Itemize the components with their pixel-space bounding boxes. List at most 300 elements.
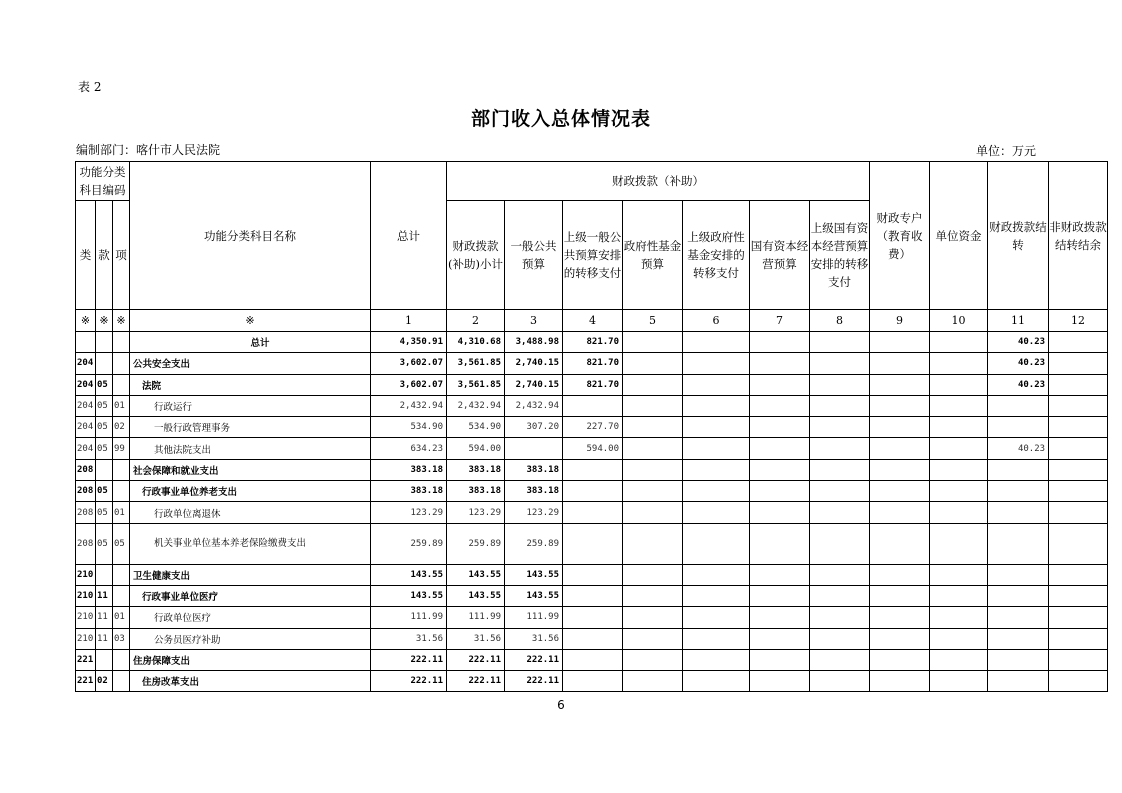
state-capital-cell bbox=[750, 353, 810, 374]
item-name-cell: 行政单位医疗 bbox=[130, 607, 371, 628]
column-index-cell: ※ bbox=[96, 310, 113, 332]
fiscal-subtotal-cell: 2,432.94 bbox=[447, 395, 505, 416]
column-index-cell: 6 bbox=[683, 310, 750, 332]
item-code-cell bbox=[113, 481, 130, 502]
general-budget-cell: 31.56 bbox=[505, 628, 563, 649]
fiscal-subtotal-cell: 111.99 bbox=[447, 607, 505, 628]
general-budget-cell: 2,740.15 bbox=[505, 353, 563, 374]
state-capital-cell bbox=[750, 459, 810, 480]
state-capital-transfer-cell bbox=[810, 332, 870, 353]
total-cell: 634.23 bbox=[371, 438, 447, 459]
item-name-cell: 公务员医疗补助 bbox=[130, 628, 371, 649]
item-name-cell: 行政运行 bbox=[130, 395, 371, 416]
table-row bbox=[76, 481, 1108, 502]
total-cell: 534.90 bbox=[371, 417, 447, 438]
transfer-payment-cell: 821.70 bbox=[563, 332, 623, 353]
fiscal-subtotal-cell: 123.29 bbox=[447, 502, 505, 523]
total-cell: 111.99 bbox=[371, 607, 447, 628]
class-code-cell: 208 bbox=[76, 523, 96, 564]
class-code-cell: 208 bbox=[76, 502, 96, 523]
header-lei: 类 bbox=[76, 201, 96, 310]
total-cell: 3,602.07 bbox=[371, 374, 447, 395]
total-cell: 383.18 bbox=[371, 481, 447, 502]
unit-funds-cell bbox=[930, 671, 988, 692]
unit-funds-cell bbox=[930, 502, 988, 523]
fiscal-carryover-cell bbox=[988, 628, 1049, 649]
nonfiscal-carryover-cell bbox=[1049, 628, 1108, 649]
table-row bbox=[76, 607, 1108, 628]
state-capital-transfer-cell bbox=[810, 395, 870, 416]
fiscal-carryover-cell bbox=[988, 417, 1049, 438]
class-code-cell: 204 bbox=[76, 438, 96, 459]
state-capital-transfer-cell bbox=[810, 353, 870, 374]
special-account-cell bbox=[870, 332, 930, 353]
general-budget-cell: 259.89 bbox=[505, 523, 563, 564]
fiscal-subtotal-cell: 143.55 bbox=[447, 564, 505, 585]
state-capital-cell bbox=[750, 523, 810, 564]
gov-fund-cell bbox=[623, 607, 683, 628]
transfer-payment-cell bbox=[563, 502, 623, 523]
general-budget-cell: 222.11 bbox=[505, 671, 563, 692]
state-capital-transfer-cell bbox=[810, 607, 870, 628]
item-name-cell: 其他法院支出 bbox=[130, 438, 371, 459]
table-row bbox=[76, 523, 1108, 564]
unit-funds-cell bbox=[930, 607, 988, 628]
nonfiscal-carryover-cell bbox=[1049, 395, 1108, 416]
transfer-payment-cell bbox=[563, 671, 623, 692]
special-account-cell bbox=[870, 395, 930, 416]
gov-fund-cell bbox=[623, 649, 683, 670]
item-code-cell: 01 bbox=[113, 502, 130, 523]
item-name-cell: 社会保障和就业支出 bbox=[130, 459, 371, 480]
page-number: 6 bbox=[557, 698, 565, 712]
section-code-cell: 11 bbox=[96, 607, 113, 628]
fiscal-carryover-cell: 40.23 bbox=[988, 374, 1049, 395]
state-capital-cell bbox=[750, 585, 810, 606]
table-row bbox=[76, 564, 1108, 585]
total-cell: 222.11 bbox=[371, 649, 447, 670]
special-account-cell bbox=[870, 417, 930, 438]
fiscal-carryover-cell: 40.23 bbox=[988, 438, 1049, 459]
table-row bbox=[76, 438, 1108, 459]
unit-funds-cell bbox=[930, 332, 988, 353]
fiscal-carryover-cell bbox=[988, 607, 1049, 628]
state-capital-transfer-cell bbox=[810, 438, 870, 459]
state-capital-transfer-cell bbox=[810, 481, 870, 502]
general-budget-cell: 2,740.15 bbox=[505, 374, 563, 395]
section-code-cell bbox=[96, 649, 113, 670]
gov-fund-cell bbox=[623, 395, 683, 416]
gov-fund-transfer-cell bbox=[683, 649, 750, 670]
header-code-group: 功能分类科目编码 bbox=[76, 162, 130, 201]
state-capital-cell bbox=[750, 417, 810, 438]
fiscal-carryover-cell bbox=[988, 523, 1049, 564]
state-capital-transfer-cell bbox=[810, 649, 870, 670]
gov-fund-transfer-cell bbox=[683, 353, 750, 374]
fiscal-subtotal-cell: 259.89 bbox=[447, 523, 505, 564]
fiscal-subtotal-cell: 383.18 bbox=[447, 459, 505, 480]
item-name-cell: 公共安全支出 bbox=[130, 353, 371, 374]
state-capital-cell bbox=[750, 438, 810, 459]
transfer-payment-cell: 821.70 bbox=[563, 353, 623, 374]
unit-funds-cell bbox=[930, 649, 988, 670]
fiscal-carryover-cell: 40.23 bbox=[988, 332, 1049, 353]
section-code-cell: 05 bbox=[96, 438, 113, 459]
table-row bbox=[76, 417, 1108, 438]
general-budget-cell: 2,432.94 bbox=[505, 395, 563, 416]
gov-fund-cell bbox=[623, 332, 683, 353]
nonfiscal-carryover-cell bbox=[1049, 332, 1108, 353]
header-nonfiscal-carryover: 非财政拨款结转结余 bbox=[1049, 162, 1108, 310]
section-code-cell bbox=[96, 332, 113, 353]
nonfiscal-carryover-cell bbox=[1049, 502, 1108, 523]
general-budget-cell: 143.55 bbox=[505, 564, 563, 585]
section-code-cell: 05 bbox=[96, 502, 113, 523]
total-cell: 259.89 bbox=[371, 523, 447, 564]
nonfiscal-carryover-cell bbox=[1049, 607, 1108, 628]
table-row bbox=[76, 353, 1108, 374]
state-capital-transfer-cell bbox=[810, 502, 870, 523]
general-budget-cell: 222.11 bbox=[505, 649, 563, 670]
table-number-label: 表 2 bbox=[78, 80, 102, 94]
column-index-cell: 11 bbox=[988, 310, 1049, 332]
item-name-cell: 机关事业单位基本养老保险缴费支出 bbox=[130, 523, 371, 564]
class-code-cell: 210 bbox=[76, 628, 96, 649]
fiscal-subtotal-cell: 143.55 bbox=[447, 585, 505, 606]
header-special-account: 财政专户（教育收费） bbox=[870, 162, 930, 310]
unit-funds-cell bbox=[930, 628, 988, 649]
state-capital-transfer-cell bbox=[810, 628, 870, 649]
section-code-cell: 05 bbox=[96, 523, 113, 564]
table-row bbox=[76, 395, 1108, 416]
gov-fund-transfer-cell bbox=[683, 628, 750, 649]
item-code-cell bbox=[113, 564, 130, 585]
column-index-cell: 7 bbox=[750, 310, 810, 332]
item-code-cell: 01 bbox=[113, 607, 130, 628]
transfer-payment-cell bbox=[563, 628, 623, 649]
general-budget-cell: 383.18 bbox=[505, 459, 563, 480]
total-cell: 3,602.07 bbox=[371, 353, 447, 374]
general-budget-cell: 383.18 bbox=[505, 481, 563, 502]
gov-fund-transfer-cell bbox=[683, 607, 750, 628]
state-capital-cell bbox=[750, 564, 810, 585]
table-row bbox=[76, 459, 1108, 480]
column-index-cell: 4 bbox=[563, 310, 623, 332]
item-code-cell: 02 bbox=[113, 417, 130, 438]
gov-fund-transfer-cell bbox=[683, 438, 750, 459]
column-index-row bbox=[76, 310, 1108, 332]
state-capital-cell bbox=[750, 607, 810, 628]
total-cell: 143.55 bbox=[371, 585, 447, 606]
gov-fund-transfer-cell bbox=[683, 502, 750, 523]
column-index-cell: 5 bbox=[623, 310, 683, 332]
gov-fund-cell bbox=[623, 502, 683, 523]
table-row bbox=[76, 628, 1108, 649]
total-cell: 4,350.91 bbox=[371, 332, 447, 353]
column-index-cell: 1 bbox=[371, 310, 447, 332]
general-budget-cell: 111.99 bbox=[505, 607, 563, 628]
nonfiscal-carryover-cell bbox=[1049, 564, 1108, 585]
table-row bbox=[76, 649, 1108, 670]
item-code-cell: 01 bbox=[113, 395, 130, 416]
class-code-cell: 204 bbox=[76, 374, 96, 395]
table-row bbox=[76, 671, 1108, 692]
fiscal-carryover-cell bbox=[988, 585, 1049, 606]
item-code-cell bbox=[113, 353, 130, 374]
gov-fund-transfer-cell bbox=[683, 417, 750, 438]
unit-funds-cell bbox=[930, 564, 988, 585]
class-code-cell: 204 bbox=[76, 395, 96, 416]
transfer-payment-cell bbox=[563, 607, 623, 628]
fiscal-carryover-cell bbox=[988, 481, 1049, 502]
income-summary-table bbox=[75, 161, 1108, 692]
column-index-cell: 10 bbox=[930, 310, 988, 332]
state-capital-cell bbox=[750, 649, 810, 670]
unit-funds-cell bbox=[930, 585, 988, 606]
general-budget-cell: 307.20 bbox=[505, 417, 563, 438]
item-name-cell: 一般行政管理事务 bbox=[130, 417, 371, 438]
section-code-cell bbox=[96, 564, 113, 585]
state-capital-transfer-cell bbox=[810, 564, 870, 585]
state-capital-transfer-cell bbox=[810, 374, 870, 395]
table-row bbox=[76, 332, 1108, 353]
section-code-cell: 05 bbox=[96, 417, 113, 438]
general-budget-cell: 123.29 bbox=[505, 502, 563, 523]
unit-funds-cell bbox=[930, 438, 988, 459]
fiscal-carryover-cell bbox=[988, 564, 1049, 585]
gov-fund-cell bbox=[623, 417, 683, 438]
total-cell: 31.56 bbox=[371, 628, 447, 649]
state-capital-transfer-cell bbox=[810, 671, 870, 692]
section-code-cell: 11 bbox=[96, 585, 113, 606]
special-account-cell bbox=[870, 585, 930, 606]
special-account-cell bbox=[870, 649, 930, 670]
fiscal-subtotal-cell: 31.56 bbox=[447, 628, 505, 649]
state-capital-cell bbox=[750, 502, 810, 523]
gov-fund-transfer-cell bbox=[683, 374, 750, 395]
fiscal-subtotal-cell: 4,310.68 bbox=[447, 332, 505, 353]
transfer-payment-cell bbox=[563, 564, 623, 585]
section-code-cell: 02 bbox=[96, 671, 113, 692]
header-col-4: 政府性基金预算 bbox=[623, 201, 683, 310]
special-account-cell bbox=[870, 438, 930, 459]
transfer-payment-cell: 594.00 bbox=[563, 438, 623, 459]
total-cell: 2,432.94 bbox=[371, 395, 447, 416]
item-code-cell bbox=[113, 459, 130, 480]
unit-funds-cell bbox=[930, 417, 988, 438]
transfer-payment-cell bbox=[563, 395, 623, 416]
special-account-cell bbox=[870, 353, 930, 374]
gov-fund-cell bbox=[623, 628, 683, 649]
class-code-cell: 221 bbox=[76, 671, 96, 692]
department-label: 编制部门：喀什市人民法院 bbox=[76, 143, 221, 157]
column-index-cell: 3 bbox=[505, 310, 563, 332]
special-account-cell bbox=[870, 523, 930, 564]
table-row bbox=[76, 585, 1108, 606]
header-col-7: 上级国有资本经营预算安排的转移支付 bbox=[810, 201, 870, 310]
gov-fund-transfer-cell bbox=[683, 523, 750, 564]
fiscal-subtotal-cell: 534.90 bbox=[447, 417, 505, 438]
item-code-cell bbox=[113, 649, 130, 670]
gov-fund-cell bbox=[623, 481, 683, 502]
item-name-cell: 住房保障支出 bbox=[130, 649, 371, 670]
transfer-payment-cell: 821.70 bbox=[563, 374, 623, 395]
section-code-cell bbox=[96, 353, 113, 374]
total-cell: 123.29 bbox=[371, 502, 447, 523]
special-account-cell bbox=[870, 459, 930, 480]
gov-fund-transfer-cell bbox=[683, 459, 750, 480]
item-code-cell bbox=[113, 585, 130, 606]
special-account-cell bbox=[870, 607, 930, 628]
special-account-cell bbox=[870, 564, 930, 585]
column-index-cell: 8 bbox=[810, 310, 870, 332]
document-title: 部门收入总体情况表 bbox=[470, 108, 651, 130]
header-col-5: 上级政府性基金安排的转移支付 bbox=[683, 201, 750, 310]
gov-fund-transfer-cell bbox=[683, 481, 750, 502]
fiscal-subtotal-cell: 3,561.85 bbox=[447, 374, 505, 395]
class-code-cell: 204 bbox=[76, 353, 96, 374]
table-row bbox=[76, 502, 1108, 523]
nonfiscal-carryover-cell bbox=[1049, 585, 1108, 606]
state-capital-cell bbox=[750, 395, 810, 416]
state-capital-transfer-cell bbox=[810, 523, 870, 564]
nonfiscal-carryover-cell bbox=[1049, 649, 1108, 670]
header-total: 总计 bbox=[371, 162, 447, 310]
special-account-cell bbox=[870, 374, 930, 395]
item-code-cell bbox=[113, 671, 130, 692]
state-capital-cell bbox=[750, 481, 810, 502]
transfer-payment-cell bbox=[563, 481, 623, 502]
column-index-cell: 12 bbox=[1049, 310, 1108, 332]
gov-fund-cell bbox=[623, 459, 683, 480]
fiscal-carryover-cell bbox=[988, 502, 1049, 523]
fiscal-subtotal-cell: 383.18 bbox=[447, 481, 505, 502]
gov-fund-cell bbox=[623, 671, 683, 692]
unit-funds-cell bbox=[930, 459, 988, 480]
column-index-cell: 9 bbox=[870, 310, 930, 332]
fiscal-carryover-cell: 40.23 bbox=[988, 353, 1049, 374]
gov-fund-transfer-cell bbox=[683, 671, 750, 692]
nonfiscal-carryover-cell bbox=[1049, 459, 1108, 480]
unit-funds-cell bbox=[930, 481, 988, 502]
nonfiscal-carryover-cell bbox=[1049, 523, 1108, 564]
class-code-cell: 208 bbox=[76, 481, 96, 502]
header-col-6: 国有资本经营预算 bbox=[750, 201, 810, 310]
gov-fund-cell bbox=[623, 523, 683, 564]
item-name-cell: 行政事业单位养老支出 bbox=[130, 481, 371, 502]
special-account-cell bbox=[870, 671, 930, 692]
fiscal-carryover-cell bbox=[988, 395, 1049, 416]
unit-funds-cell bbox=[930, 374, 988, 395]
class-code-cell: 210 bbox=[76, 585, 96, 606]
special-account-cell bbox=[870, 481, 930, 502]
gov-fund-cell bbox=[623, 353, 683, 374]
fiscal-subtotal-cell: 3,561.85 bbox=[447, 353, 505, 374]
state-capital-transfer-cell bbox=[810, 459, 870, 480]
gov-fund-transfer-cell bbox=[683, 585, 750, 606]
nonfiscal-carryover-cell bbox=[1049, 438, 1108, 459]
header-kuan: 款 bbox=[96, 201, 113, 310]
class-code-cell: 210 bbox=[76, 564, 96, 585]
unit-funds-cell bbox=[930, 353, 988, 374]
item-name-cell: 法院 bbox=[130, 374, 371, 395]
state-capital-cell bbox=[750, 332, 810, 353]
table-row bbox=[76, 374, 1108, 395]
fiscal-carryover-cell bbox=[988, 649, 1049, 670]
header-col-1: 财政拨款(补助)小计 bbox=[447, 201, 505, 310]
class-code-cell: 204 bbox=[76, 417, 96, 438]
transfer-payment-cell: 227.70 bbox=[563, 417, 623, 438]
section-code-cell bbox=[96, 459, 113, 480]
general-budget-cell: 143.55 bbox=[505, 585, 563, 606]
state-capital-cell bbox=[750, 671, 810, 692]
item-name-cell: 行政事业单位医疗 bbox=[130, 585, 371, 606]
class-code-cell: 210 bbox=[76, 607, 96, 628]
special-account-cell bbox=[870, 502, 930, 523]
gov-fund-transfer-cell bbox=[683, 395, 750, 416]
section-code-cell: 05 bbox=[96, 395, 113, 416]
gov-fund-cell bbox=[623, 374, 683, 395]
item-name-cell: 住房改革支出 bbox=[130, 671, 371, 692]
item-code-cell: 05 bbox=[113, 523, 130, 564]
column-index-cell: 2 bbox=[447, 310, 505, 332]
class-code-cell: 208 bbox=[76, 459, 96, 480]
state-capital-cell bbox=[750, 628, 810, 649]
item-code-cell: 03 bbox=[113, 628, 130, 649]
total-cell: 143.55 bbox=[371, 564, 447, 585]
header-item-name: 功能分类科目名称 bbox=[130, 162, 371, 310]
header-xiang: 项 bbox=[113, 201, 130, 310]
fiscal-subtotal-cell: 222.11 bbox=[447, 649, 505, 670]
class-code-cell bbox=[76, 332, 96, 353]
header-fiscal-carryover: 财政拨款结转 bbox=[988, 162, 1049, 310]
item-code-cell bbox=[113, 332, 130, 353]
column-index-cell: ※ bbox=[113, 310, 130, 332]
unit-funds-cell bbox=[930, 395, 988, 416]
item-code-cell bbox=[113, 374, 130, 395]
section-code-cell: 11 bbox=[96, 628, 113, 649]
fiscal-carryover-cell bbox=[988, 671, 1049, 692]
gov-fund-cell bbox=[623, 564, 683, 585]
total-cell: 222.11 bbox=[371, 671, 447, 692]
general-budget-cell: 3,488.98 bbox=[505, 332, 563, 353]
header-col-2: 一般公共预算 bbox=[505, 201, 563, 310]
section-code-cell: 05 bbox=[96, 374, 113, 395]
column-index-cell: ※ bbox=[76, 310, 96, 332]
nonfiscal-carryover-cell bbox=[1049, 374, 1108, 395]
section-code-cell: 05 bbox=[96, 481, 113, 502]
total-cell: 383.18 bbox=[371, 459, 447, 480]
gov-fund-cell bbox=[623, 438, 683, 459]
state-capital-transfer-cell bbox=[810, 585, 870, 606]
item-code-cell: 99 bbox=[113, 438, 130, 459]
general-budget-cell bbox=[505, 438, 563, 459]
state-capital-transfer-cell bbox=[810, 417, 870, 438]
item-name-cell: 卫生健康支出 bbox=[130, 564, 371, 585]
fiscal-carryover-cell bbox=[988, 459, 1049, 480]
nonfiscal-carryover-cell bbox=[1049, 671, 1108, 692]
transfer-payment-cell bbox=[563, 523, 623, 564]
state-capital-cell bbox=[750, 374, 810, 395]
transfer-payment-cell bbox=[563, 585, 623, 606]
nonfiscal-carryover-cell bbox=[1049, 481, 1108, 502]
item-name-cell: 总计 bbox=[130, 332, 371, 353]
nonfiscal-carryover-cell bbox=[1049, 417, 1108, 438]
transfer-payment-cell bbox=[563, 459, 623, 480]
fiscal-subtotal-cell: 222.11 bbox=[447, 671, 505, 692]
unit-funds-cell bbox=[930, 523, 988, 564]
special-account-cell bbox=[870, 628, 930, 649]
